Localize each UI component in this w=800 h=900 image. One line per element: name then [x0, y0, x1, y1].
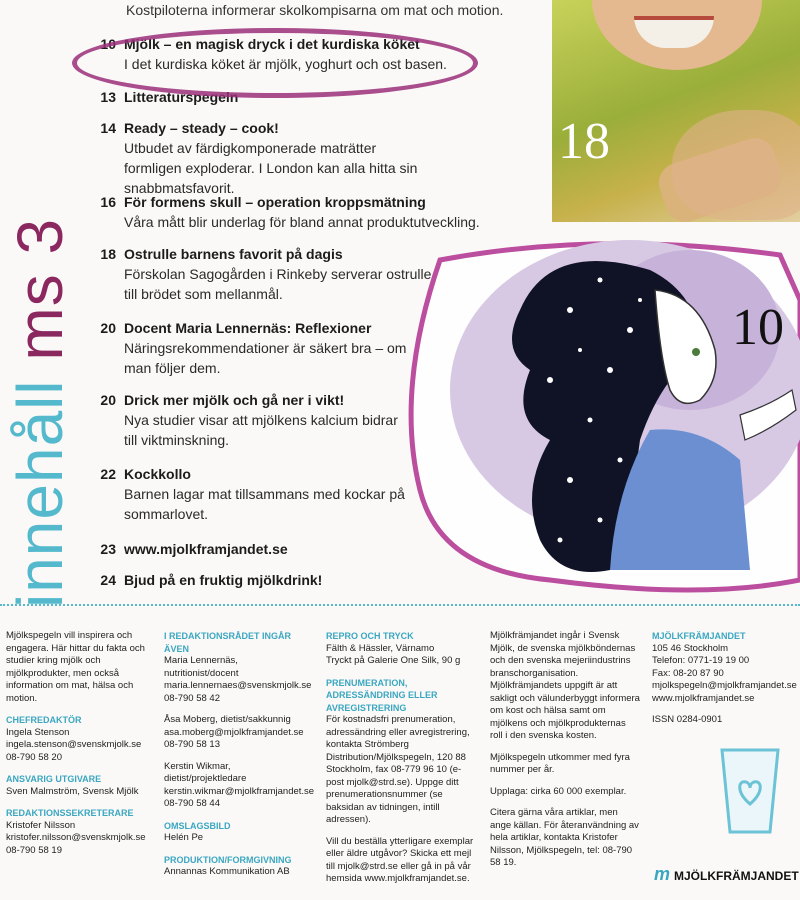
- website-link[interactable]: www.mjolkframjandet.se: [652, 692, 755, 704]
- block-line: Ingela Stenson: [6, 726, 70, 738]
- block-heading: REDAKTIONSSEKRETERARE: [6, 808, 134, 818]
- article-description: Näringsrekommendationer är säkert bra – om man följer dem.: [124, 340, 407, 376]
- block-line: Kristofer Nilsson: [6, 819, 76, 831]
- block-heading: I REDAKTIONSRÅDET INGÅR ÄVEN: [164, 631, 292, 654]
- block-line: 08-790 58 20: [6, 751, 62, 763]
- child-photo: [552, 0, 800, 222]
- article-description: Våra mått blir underlag för bland annat produktutveckling.: [124, 214, 480, 230]
- block-line: 08-790 58 44: [164, 798, 220, 809]
- email-link[interactable]: ingela.stenson@svenskmjolk.se: [6, 739, 142, 750]
- page-number: 20: [100, 392, 116, 408]
- toc-previous-description: Kostpiloterna informerar skolkompisarna om mat och motion.: [126, 2, 504, 18]
- block-line: Maria Lennernäs, nutritionist/docent: [164, 655, 239, 679]
- page-number: 10: [100, 36, 116, 52]
- logo-mark-icon: m: [654, 864, 671, 884]
- colophon-block: [164, 854, 312, 879]
- colophon-block: [326, 630, 476, 668]
- page-number: 16: [100, 194, 116, 210]
- section-divider: [0, 604, 800, 606]
- block-line: 08-790 58 19: [6, 844, 62, 856]
- highlight-circle: [72, 28, 478, 98]
- block-line: Telefon: 0771-19 19 00: [652, 655, 750, 666]
- block-line: Mjölkspegeln utkommer med fyra nummer per år.: [490, 751, 630, 775]
- block-line: Upplaga: cirka 60 000 exemplar.: [490, 785, 627, 797]
- colophon-block: [652, 714, 798, 727]
- colophon-column-3: [326, 630, 476, 895]
- colophon-block: [164, 760, 315, 811]
- title-part-contents: innehåll: [4, 360, 76, 608]
- article-title: Litteraturspegeln: [124, 89, 239, 105]
- colophon-block: [164, 630, 312, 705]
- block-line: Fälth & Hässler, Värnamo: [326, 642, 435, 654]
- article-title: Mjölk – en magisk dryck i det kurdiska köket: [124, 36, 420, 52]
- page-number: 13: [100, 89, 116, 105]
- block-line: 08-790 58 42: [164, 692, 220, 704]
- colophon-block: [164, 714, 312, 752]
- magazine-section-title: [5, 4, 75, 608]
- email-link[interactable]: maria.lennernaes@svenskmjolk.se: [164, 680, 312, 691]
- colophon-block: [490, 752, 640, 777]
- page-number: 23: [100, 541, 116, 557]
- logo-text: MJÖLKFRÄMJANDET: [674, 869, 799, 883]
- mjolkframjandet-logo: [654, 864, 799, 885]
- article-title: Ostrulle barnens favorit på dagis: [124, 246, 343, 262]
- colophon-column-5: [652, 630, 798, 736]
- block-line: 08-790 58 13: [164, 739, 220, 750]
- colophon-block: [164, 820, 312, 845]
- article-title: www.mjolkframjandet.se: [124, 541, 288, 557]
- article-title: Docent Maria Lennernäs: Reflexioner: [124, 320, 372, 336]
- magazine-intro: Mjölkspegeln vill inspirera och engagera. Här hittar du fakta och studier kring mjölk och mjölkprodukter, men också information om mat, hälsa och motion.: [6, 630, 145, 704]
- colophon-block: [6, 714, 146, 764]
- colophon-block: [6, 807, 146, 857]
- block-line: För kostnadsfri prenumeration, adressändring eller avregistrering, kontakta Strömberg Distribution/Mjölkspegeln, 120 88 Stockholm, fax 08-779 96 10 (e-post mjolk@strd.se). Uppge ditt prenumerationsnummer (se baksidan av tidningen, intill adressen).: [326, 714, 470, 825]
- page-number: 18: [100, 246, 116, 262]
- article-title: För formens skull – operation kroppsmätning: [124, 194, 426, 210]
- block-line: Annannas Kommunikation AB: [164, 866, 290, 877]
- woman-illustration: [400, 240, 800, 598]
- issn-number: ISSN 0284-0901: [652, 714, 723, 725]
- child-hand: [672, 110, 800, 220]
- block-heading: REPRO OCH TRYCK: [326, 631, 414, 641]
- colophon-block: [490, 807, 640, 870]
- block-heading: ANSVARIG UTGIVARE: [6, 774, 102, 784]
- block-heading: PRENUMERATION, ADRESSÄNDRING ELLER AVREGISTRERING: [326, 677, 438, 713]
- illustration-art: [400, 240, 800, 598]
- article-description: Utbudet av färdigkomponerade maträtter formligen exploderar. I London kan alla hitta sin snabbmatsfavorit.: [124, 140, 418, 196]
- email-link[interactable]: mjolkspegeln@mjolkframjandet.se: [652, 680, 797, 691]
- block-line: Fax: 08-20 87 90: [652, 667, 724, 679]
- block-line: Helén Pe: [164, 832, 204, 843]
- block-line: Åsa Moberg, dietist/sakkunnig: [164, 714, 291, 725]
- colophon-block: [490, 630, 640, 743]
- illustration-page-number: 10: [732, 299, 784, 356]
- article-title: Ready – steady – cook!: [124, 120, 279, 136]
- colophon-column-1: [6, 630, 146, 866]
- article-description: Förskolan Sagogården i Rinkeby serverar ostrulle till brödet som mellanmål.: [124, 266, 432, 302]
- article-description: I det kurdiska köket är mjölk, yoghurt och ost basen.: [124, 56, 447, 72]
- block-line: 105 46 Stockholm: [652, 642, 729, 654]
- colophon-block: [326, 677, 476, 827]
- photo-page-number: 18: [558, 113, 610, 170]
- page-number: 20: [100, 320, 116, 336]
- block-heading: MJÖLKFRÄMJANDET: [652, 631, 746, 641]
- article-description: Nya studier visar att mjölkens kalcium bidrar till viktminskning.: [124, 412, 398, 448]
- block-line: Tryckt på Galerie One Silk, 90 g: [326, 655, 461, 666]
- block-heading: OMSLAGSBILD: [164, 820, 231, 831]
- page-number: 14: [100, 120, 116, 136]
- colophon-block: [490, 786, 640, 799]
- page-number: 24: [100, 572, 116, 588]
- email-link[interactable]: asa.moberg@mjolkframjandet.se: [164, 726, 304, 738]
- block-heading: CHEFREDAKTÖR: [6, 715, 82, 725]
- block-line: Citera gärna våra artiklar, men ange källan. För återanvändning av hela artiklar, kontakta Kristofer Nilsson, Mjölkspegeln, tel: 08-790 58 19.: [490, 807, 639, 868]
- email-link[interactable]: kerstin.wikmar@mjolkframjandet.se: [164, 785, 315, 797]
- colophon-column-4: [490, 630, 640, 879]
- block-line: Vill du beställa ytterligare exemplar eller äldre utgåvor? Skicka ett mejl till mjolk@strd.se eller gå in på vår hemsida www.mjolkframjandet.se.: [326, 835, 474, 884]
- email-link[interactable]: kristofer.nilsson@svenskmjolk.se: [6, 832, 146, 843]
- block-heading: PRODUKTION/FORMGIVNING: [164, 854, 292, 865]
- title-part-issue: ms 3: [4, 217, 76, 361]
- article-description: Barnen lagar mat tillsammans med kockar på sommarlovet.: [124, 486, 405, 522]
- page-number: 22: [100, 466, 116, 482]
- milk-glass-icon: [718, 746, 782, 836]
- colophon-block: [326, 836, 476, 886]
- colophon-block: [652, 630, 798, 705]
- block-line: Kerstin Wikmar, dietist/projektledare: [164, 760, 247, 784]
- block-line: Mjölkfrämjandet ingår i Svensk Mjölk, de svenska mjölkböndernas och den svenska mejeriindustrins branschorganisation. Mjölkfrämjandets uppgift är att sakligt och välunderbyggt informera om kost och hälsa samt om mjölkens och mjölkprodukternas roll i den svenska kosten.: [490, 630, 640, 741]
- article-title: Kockkollo: [124, 466, 191, 482]
- colophon-block: [6, 773, 146, 798]
- colophon-column-2: [164, 630, 315, 888]
- block-line: Sven Malmström, Svensk Mjölk: [6, 785, 139, 797]
- article-title: Drick mer mjölk och gå ner i vikt!: [124, 392, 345, 408]
- article-title: Bjud på en fruktig mjölkdrink!: [124, 572, 323, 588]
